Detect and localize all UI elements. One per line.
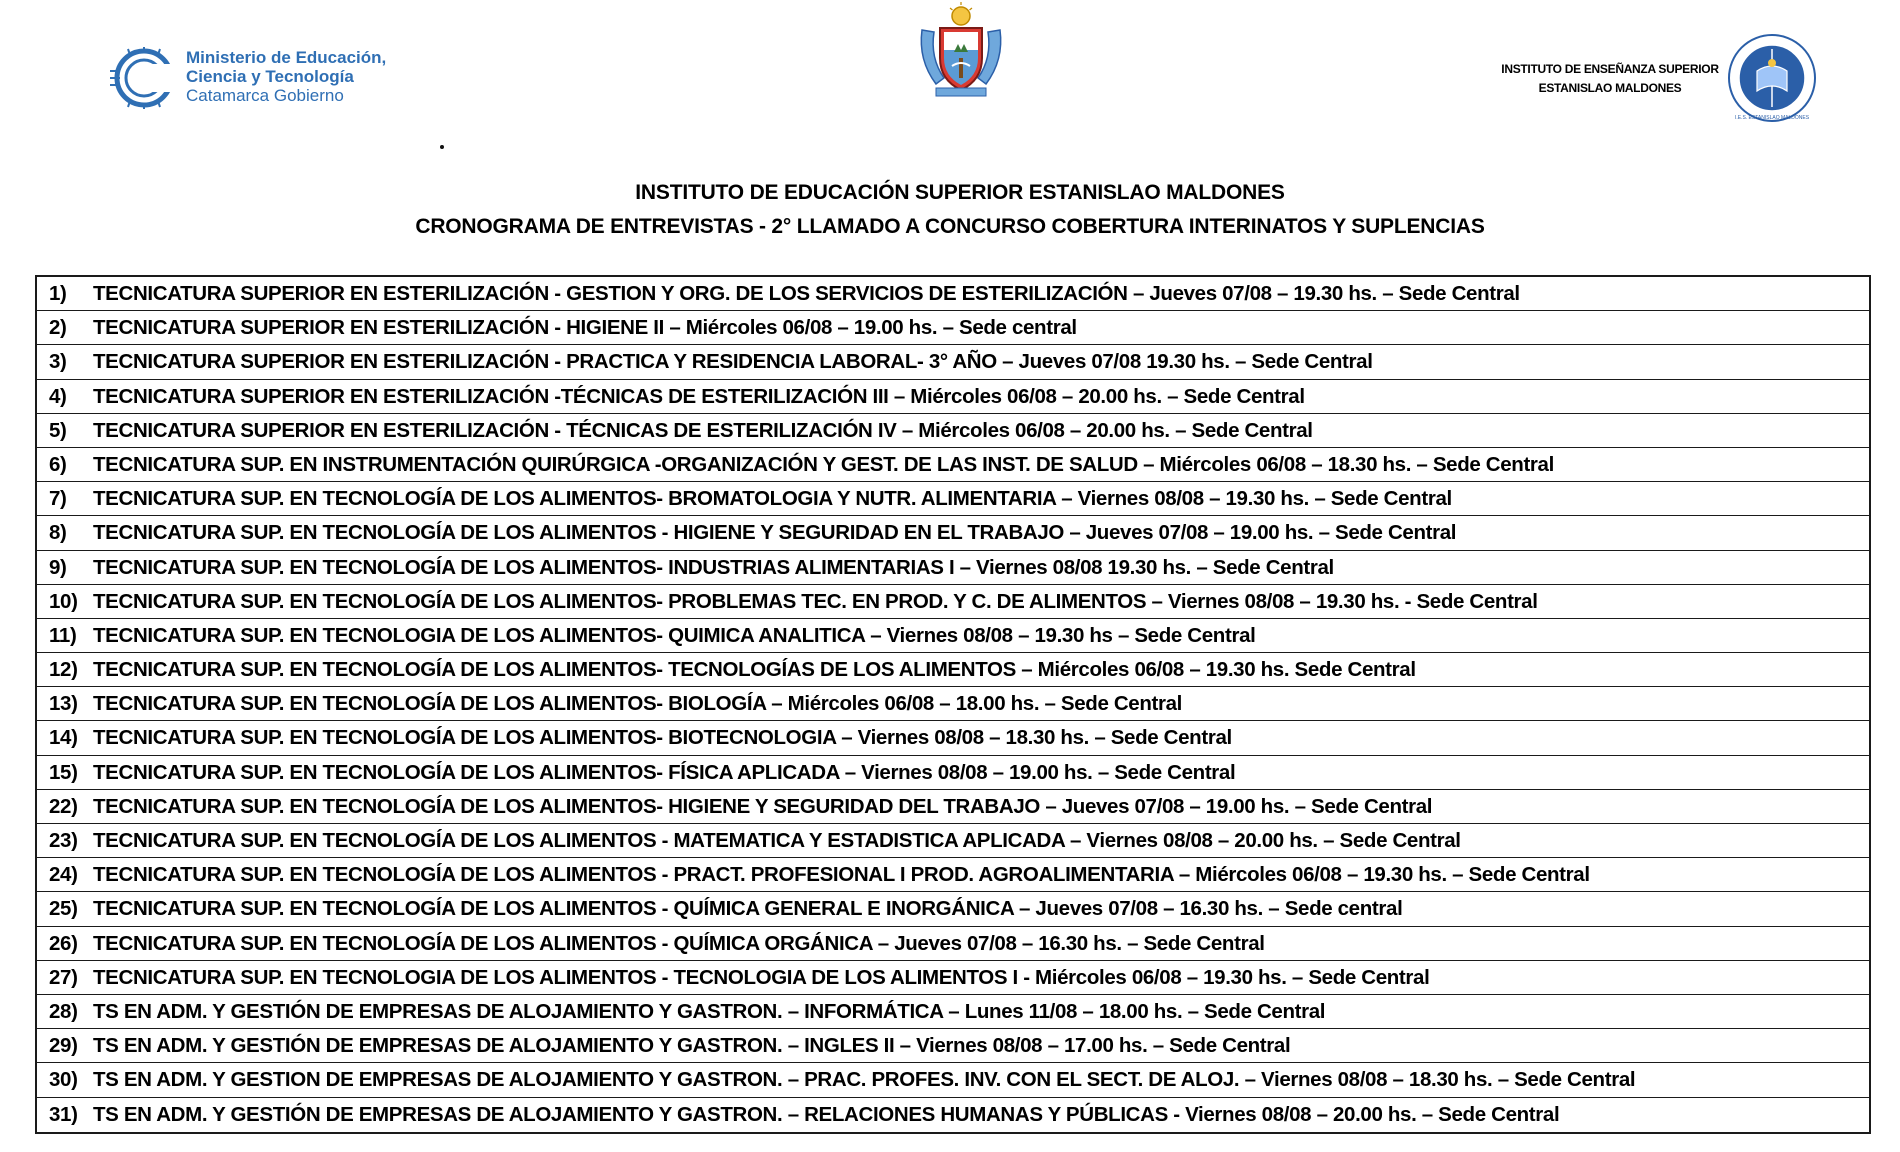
document-header [0,0,1900,140]
schedule-row [37,687,1869,721]
schedule-row-text: TECNICATURA SUP. EN TECNOLOGIA DE LOS ALIMENTOS - TECNOLOGIA DE LOS ALIMENTOS I - Miércoles 06/08 – 19.30 hs. – Sede Central [93,965,1430,989]
schedule-row [37,482,1869,516]
ministry-name [186,48,386,105]
schedule-row [37,345,1869,379]
schedule-row-number: 27) [49,965,78,989]
schedule-row-number: 6) [49,452,67,476]
schedule-row-text: TS EN ADM. Y GESTIÓN DE EMPRESAS DE ALOJAMIENTO Y GASTRON. – INGLES II – Viernes 08/08 – 17.00 hs. – Sede Central [93,1034,1291,1058]
schedule-row-text: TECNICATURA SUP. EN TECNOLOGÍA DE LOS ALIMENTOS - QUÍMICA GENERAL E INORGÁNICA – Jueves 07/08 – 16.30 hs. – Sede central [93,897,1403,921]
schedule-row-text: TECNICATURA SUPERIOR EN ESTERILIZACIÓN - HIGIENE II – Miércoles 06/08 – 19.00 hs. – Sede central [93,316,1077,340]
ministry-emblem-icon [108,46,178,110]
schedule-row-number: 24) [49,863,78,887]
ministry-name-line-1: Ministerio de Educación, [186,48,387,67]
schedule-row [37,1063,1869,1097]
schedule-row-text: TECNICATURA SUP. EN TECNOLOGÍA DE LOS ALIMENTOS - HIGIENE Y SEGURIDAD EN EL TRABAJO – Jueves 07/08 – 19.00 hs. – Sede Central [93,521,1457,545]
schedule-row [37,380,1869,414]
schedule-row-text: TECNICATURA SUPERIOR EN ESTERILIZACIÓN - TÉCNICAS DE ESTERILIZACIÓN IV – Miércoles 06/08 – 20.00 hs. – Sede Central [93,418,1313,442]
schedule-row-text: TECNICATURA SUP. EN INSTRUMENTACIÓN QUIRÚRGICA -ORGANIZACIÓN Y GEST. DE LAS INST. DE SALUD – Miércoles 06/08 – 18.30 hs. – Sede Central [93,452,1554,476]
schedule-row [37,790,1869,824]
schedule-row-number: 11) [49,623,77,647]
schedule-row [37,892,1869,926]
schedule-row-text: TS EN ADM. Y GESTIÓN DE EMPRESAS DE ALOJAMIENTO Y GASTRON. – RELACIONES HUMANAS Y PÚBLICAS - Viernes 08/08 – 20.00 hs. – Sede Central [93,1102,1560,1126]
document-titles [0,176,1900,244]
coat-of-arms-icon [914,0,1008,100]
schedule-row [37,721,1869,755]
schedule-row [37,619,1869,653]
institute-logo [1470,30,1840,126]
schedule-row [37,277,1869,311]
institute-seal-text: I.E.S. ESTANISLAO MALDONES [1734,115,1810,121]
institute-name [1470,60,1750,98]
schedule-row-text: TECNICATURA SUPERIOR EN ESTERILIZACIÓN -TÉCNICAS DE ESTERILIZACIÓN III – Miércoles 06/08 – 20.00 hs. – Sede Central [93,384,1305,408]
schedule-row-number: 31) [49,1102,78,1126]
schedule-row-text: TECNICATURA SUP. EN TECNOLOGÍA DE LOS ALIMENTOS- INDUSTRIAS ALIMENTARIAS I – Viernes 08/08 19.30 hs. – Sede Central [93,555,1334,579]
schedule-row [37,824,1869,858]
ministry-logo [108,44,438,112]
schedule-row [37,585,1869,619]
schedule-row [37,414,1869,448]
schedule-row-text: TECNICATURA SUPERIOR EN ESTERILIZACIÓN - GESTION Y ORG. DE LOS SERVICIOS DE ESTERILIZACIÓN – Jueves 07/08 – 19.30 hs. – Sede Central [93,282,1520,305]
schedule-row [37,516,1869,550]
schedule-row [37,756,1869,790]
document-title: INSTITUTO DE EDUCACIÓN SUPERIOR ESTANISLAO MALDONES [635,181,1285,204]
schedule-row-number: 7) [49,487,67,511]
schedule-row-number: 26) [49,931,78,955]
ministry-name-line-3: Catamarca Gobierno [186,86,344,105]
schedule-row-text: TECNICATURA SUPERIOR EN ESTERILIZACIÓN - PRACTICA Y RESIDENCIA LABORAL- 3° AÑO – Jueves 07/08 19.30 hs. – Sede Central [93,350,1373,374]
schedule-row-number: 22) [49,794,78,818]
schedule-row [37,1029,1869,1063]
document-subtitle: CRONOGRAMA DE ENTREVISTAS - 2° LLAMADO A CONCURSO COBERTURA INTERINATOS Y SUPLENCIAS [415,215,1485,238]
schedule-row-text: TECNICATURA SUP. EN TECNOLOGÍA DE LOS ALIMENTOS - QUÍMICA ORGÁNICA – Jueves 07/08 – 16.30 hs. – Sede Central [93,931,1265,955]
schedule-row-number: 30) [49,1068,78,1092]
schedule-row-number: 15) [49,760,78,784]
schedule-row-text: TECNICATURA SUP. EN TECNOLOGÍA DE LOS ALIMENTOS- TECNOLOGÍAS DE LOS ALIMENTOS – Miércoles 06/08 – 19.30 hs. Sede Central [93,658,1416,682]
schedule-row-number: 1) [49,282,67,305]
schedule-row-number: 10) [49,589,78,613]
schedule-row-number: 25) [49,897,78,921]
schedule-row [37,858,1869,892]
institute-name-line-1: INSTITUTO DE ENSEÑANZA SUPERIOR [1501,62,1719,76]
schedule-row-number: 3) [49,350,67,374]
schedule-row-text: TECNICATURA SUP. EN TECNOLOGÍA DE LOS ALIMENTOS- BIOTECNOLOGIA – Viernes 08/08 – 18.30 hs. – Sede Central [93,726,1232,750]
schedule-row [37,653,1869,687]
schedule-row-text: TS EN ADM. Y GESTIÓN DE EMPRESAS DE ALOJAMIENTO Y GASTRON. – INFORMÁTICA – Lunes 11/08 – 18.00 hs. – Sede Central [93,999,1326,1023]
schedule-row-number: 23) [49,829,78,852]
schedule-row-number: 4) [49,384,67,408]
schedule-row-number: 8) [49,521,67,545]
institute-name-line-2: ESTANISLAO MALDONES [1538,81,1682,95]
schedule-row [37,927,1869,961]
schedule-row-number: 29) [49,1034,78,1058]
schedule-row-text: TECNICATURA SUP. EN TECNOLOGIA DE LOS ALIMENTOS- QUIMICA ANALITICA – Viernes 08/08 – 19.30 hs – Sede Central [93,623,1256,647]
schedule-row-number: 2) [49,316,67,340]
schedule-row-text: TECNICATURA SUP. EN TECNOLOGÍA DE LOS ALIMENTOS - MATEMATICA Y ESTADISTICA APLICADA – Viernes 08/08 – 20.00 hs. – Sede Central [93,829,1461,852]
institute-seal-icon [1727,33,1817,123]
schedule-row [37,311,1869,345]
schedule-row-number: 28) [49,999,78,1023]
schedule-row-number: 9) [49,555,67,579]
schedule-row-text: TECNICATURA SUP. EN TECNOLOGÍA DE LOS ALIMENTOS- BROMATOLOGIA Y NUTR. ALIMENTARIA – Viernes 08/08 – 19.30 hs. – Sede Central [93,487,1452,511]
schedule-row-number: 12) [49,658,78,682]
ministry-name-line-2: Ciencia y Tecnología [186,67,354,86]
schedule-row [37,961,1869,995]
schedule-row [37,448,1869,482]
schedule-row-text: TECNICATURA SUP. EN TECNOLOGÍA DE LOS ALIMENTOS - PRACT. PROFESIONAL I PROD. AGROALIMENTARIA – Miércoles 06/08 – 19.30 hs. – Sede Central [93,863,1590,887]
schedule-row [37,1098,1869,1132]
schedule-row-text: TS EN ADM. Y GESTION DE EMPRESAS DE ALOJAMIENTO Y GASTRON. – PRAC. PROFES. INV. CON EL SECT. DE ALOJ. – Viernes 08/08 – 18.30 hs. – Sede Central [93,1068,1636,1092]
stray-mark [440,145,444,149]
schedule-row-number: 13) [49,692,78,716]
schedule-row-number: 5) [49,418,67,442]
schedule-row-text: TECNICATURA SUP. EN TECNOLOGÍA DE LOS ALIMENTOS- HIGIENE Y SEGURIDAD DEL TRABAJO – Jueves 07/08 – 19.00 hs. – Sede Central [93,794,1433,818]
schedule-row-text: TECNICATURA SUP. EN TECNOLOGÍA DE LOS ALIMENTOS- FÍSICA APLICADA – Viernes 08/08 – 19.00 hs. – Sede Central [93,760,1236,784]
schedule-row-number: 14) [49,726,78,750]
interview-schedule-table [35,275,1871,1134]
schedule-row [37,551,1869,585]
schedule-row [37,995,1869,1029]
schedule-row-text: TECNICATURA SUP. EN TECNOLOGÍA DE LOS ALIMENTOS- PROBLEMAS TEC. EN PROD. Y C. DE ALIMENTOS – Viernes 08/08 – 19.30 hs. - Sede Central [93,589,1538,613]
schedule-row-text: TECNICATURA SUP. EN TECNOLOGÍA DE LOS ALIMENTOS- BIOLOGÍA – Miércoles 06/08 – 18.00 hs. – Sede Central [93,692,1183,716]
